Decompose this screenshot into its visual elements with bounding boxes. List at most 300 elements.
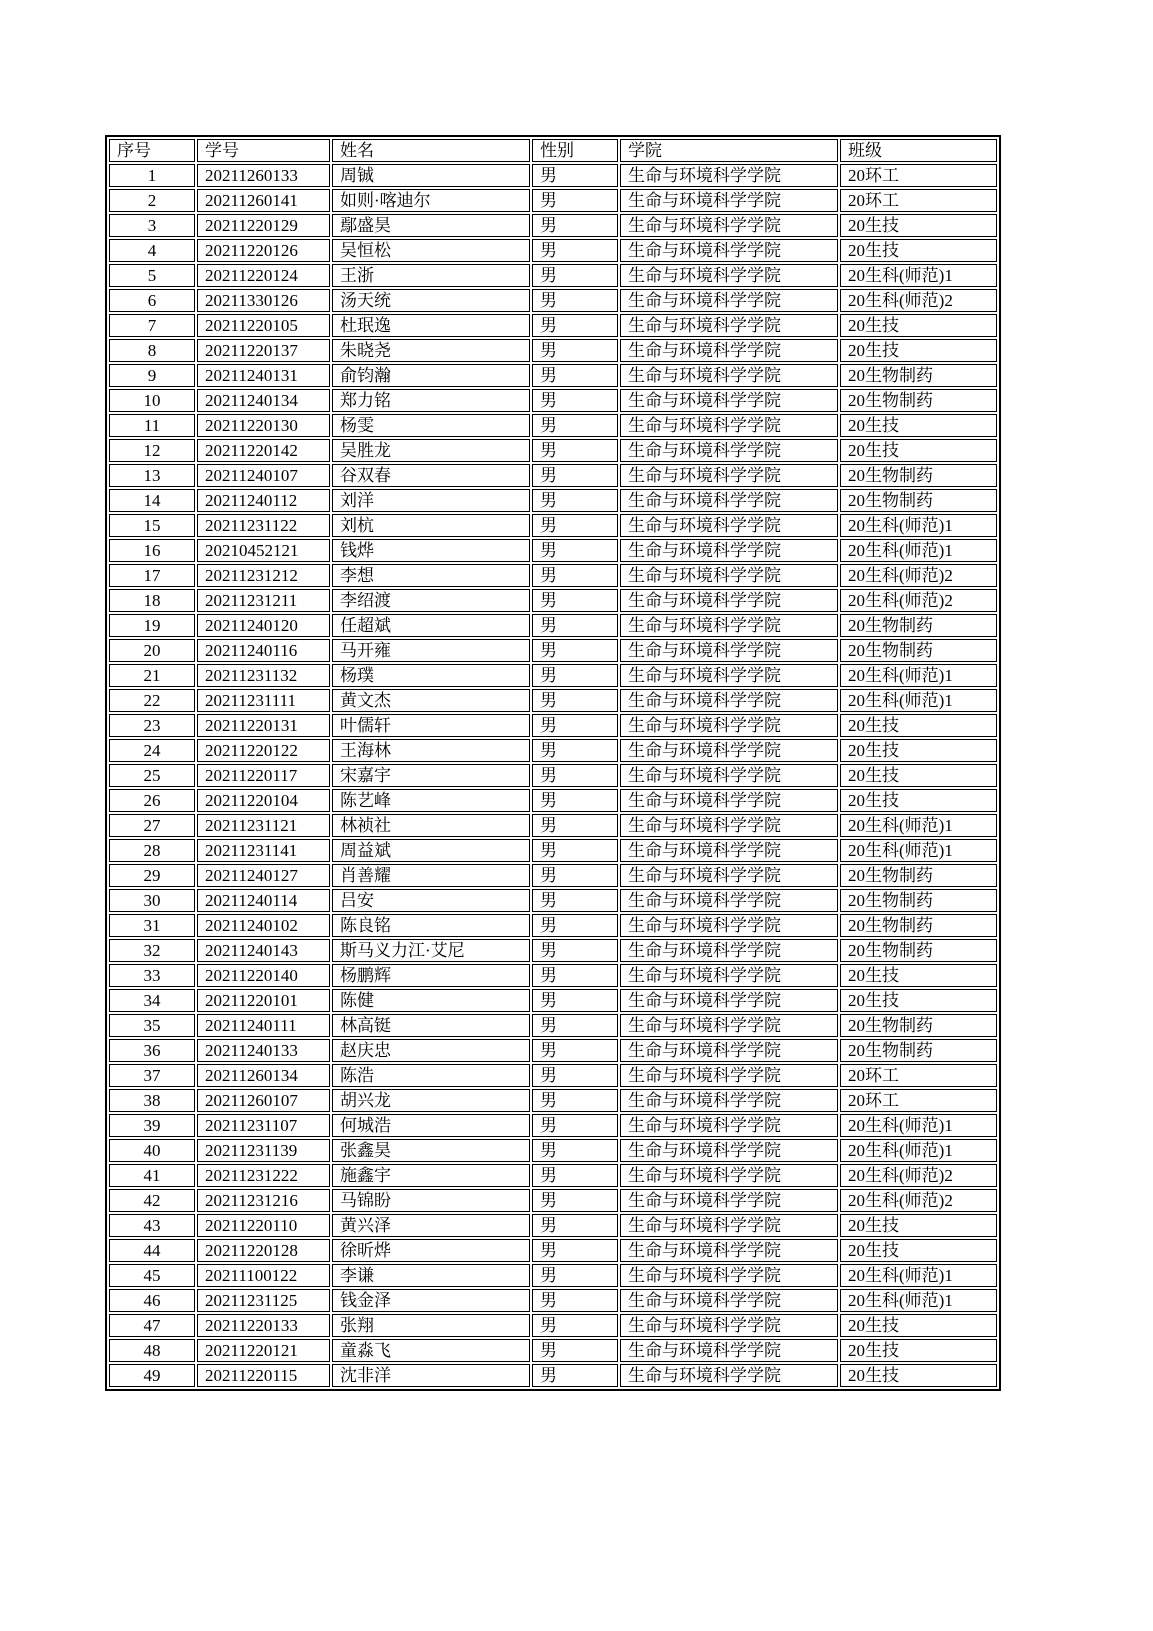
cell-class: 20生技: [840, 414, 997, 437]
cell-class: 20环工: [840, 1089, 997, 1112]
column-header-college: 学院: [620, 139, 838, 162]
cell-index: 49: [109, 1364, 195, 1387]
cell-index: 8: [109, 339, 195, 362]
cell-index: 21: [109, 664, 195, 687]
cell-name: 宋嘉宇: [332, 764, 530, 787]
cell-college: 生命与环境科学学院: [620, 1164, 838, 1187]
cell-gender: 男: [532, 864, 618, 887]
cell-college: 生命与环境科学学院: [620, 1239, 838, 1262]
cell-student-id: 20211240120: [197, 614, 330, 637]
cell-gender: 男: [532, 614, 618, 637]
cell-gender: 男: [532, 639, 618, 662]
cell-class: 20生物制药: [840, 864, 997, 887]
cell-gender: 男: [532, 1264, 618, 1287]
cell-student-id: 20211240111: [197, 1014, 330, 1037]
cell-college: 生命与环境科学学院: [620, 314, 838, 337]
cell-gender: 男: [532, 814, 618, 837]
cell-college: 生命与环境科学学院: [620, 689, 838, 712]
cell-college: 生命与环境科学学院: [620, 489, 838, 512]
cell-class: 20生技: [840, 214, 997, 237]
cell-gender: 男: [532, 414, 618, 437]
cell-college: 生命与环境科学学院: [620, 939, 838, 962]
cell-name: 鄢盛昊: [332, 214, 530, 237]
table-row: [109, 889, 997, 912]
cell-name: 任超斌: [332, 614, 530, 637]
cell-index: 22: [109, 689, 195, 712]
cell-index: 37: [109, 1064, 195, 1087]
table-body: [109, 164, 997, 1387]
cell-college: 生命与环境科学学院: [620, 1014, 838, 1037]
cell-index: 29: [109, 864, 195, 887]
cell-index: 24: [109, 739, 195, 762]
cell-index: 13: [109, 464, 195, 487]
cell-gender: 男: [532, 939, 618, 962]
cell-index: 38: [109, 1089, 195, 1112]
cell-index: 19: [109, 614, 195, 637]
cell-name: 沈非洋: [332, 1364, 530, 1387]
cell-index: 33: [109, 964, 195, 987]
cell-student-id: 20211231211: [197, 589, 330, 612]
table-row: [109, 564, 997, 587]
cell-name: 马锦盼: [332, 1189, 530, 1212]
cell-class: 20生物制药: [840, 889, 997, 912]
cell-college: 生命与环境科学学院: [620, 614, 838, 637]
table-row: [109, 239, 997, 262]
table-row: [109, 264, 997, 287]
cell-student-id: 20211220101: [197, 989, 330, 1012]
cell-student-id: 20211260107: [197, 1089, 330, 1112]
cell-student-id: 20211220110: [197, 1214, 330, 1237]
table-row: [109, 914, 997, 937]
cell-name: 刘杭: [332, 514, 530, 537]
cell-index: 30: [109, 889, 195, 912]
cell-student-id: 20211231222: [197, 1164, 330, 1187]
cell-college: 生命与环境科学学院: [620, 239, 838, 262]
cell-index: 44: [109, 1239, 195, 1262]
cell-name: 李谦: [332, 1264, 530, 1287]
cell-name: 俞钧瀚: [332, 364, 530, 387]
cell-gender: 男: [532, 889, 618, 912]
cell-student-id: 20211220122: [197, 739, 330, 762]
cell-name: 施鑫宇: [332, 1164, 530, 1187]
cell-college: 生命与环境科学学院: [620, 1214, 838, 1237]
cell-student-id: 20211231125: [197, 1289, 330, 1312]
cell-class: 20生物制药: [840, 614, 997, 637]
cell-name: 李绍渡: [332, 589, 530, 612]
cell-college: 生命与环境科学学院: [620, 1339, 838, 1362]
table-row: [109, 939, 997, 962]
cell-college: 生命与环境科学学院: [620, 189, 838, 212]
cell-name: 黄文杰: [332, 689, 530, 712]
cell-college: 生命与环境科学学院: [620, 839, 838, 862]
cell-student-id: 20210452121: [197, 539, 330, 562]
cell-index: 14: [109, 489, 195, 512]
cell-gender: 男: [532, 914, 618, 937]
cell-class: 20生物制药: [840, 939, 997, 962]
cell-gender: 男: [532, 464, 618, 487]
cell-name: 张鑫昊: [332, 1139, 530, 1162]
cell-class: 20生科(师范)1: [840, 689, 997, 712]
cell-gender: 男: [532, 314, 618, 337]
table-row: [109, 314, 997, 337]
cell-index: 47: [109, 1314, 195, 1337]
cell-name: 马开雍: [332, 639, 530, 662]
table-row: [109, 1314, 997, 1337]
cell-gender: 男: [532, 739, 618, 762]
cell-class: 20生技: [840, 339, 997, 362]
cell-class: 20生科(师范)2: [840, 1164, 997, 1187]
cell-index: 18: [109, 589, 195, 612]
cell-index: 26: [109, 789, 195, 812]
cell-class: 20生技: [840, 789, 997, 812]
cell-gender: 男: [532, 589, 618, 612]
cell-class: 20生物制药: [840, 914, 997, 937]
cell-college: 生命与环境科学学院: [620, 289, 838, 312]
cell-index: 11: [109, 414, 195, 437]
cell-gender: 男: [532, 514, 618, 537]
table-row: [109, 364, 997, 387]
table-row: [109, 514, 997, 537]
cell-class: 20生科(师范)1: [840, 514, 997, 537]
table-row: [109, 289, 997, 312]
cell-index: 4: [109, 239, 195, 262]
cell-class: 20生物制药: [840, 464, 997, 487]
cell-index: 1: [109, 164, 195, 187]
table-row: [109, 1064, 997, 1087]
cell-gender: 男: [532, 989, 618, 1012]
cell-index: 36: [109, 1039, 195, 1062]
table-row: [109, 1189, 997, 1212]
cell-student-id: 20211220140: [197, 964, 330, 987]
cell-index: 40: [109, 1139, 195, 1162]
cell-college: 生命与环境科学学院: [620, 439, 838, 462]
cell-gender: 男: [532, 1364, 618, 1387]
cell-name: 陈艺峰: [332, 789, 530, 812]
cell-college: 生命与环境科学学院: [620, 214, 838, 237]
cell-student-id: 20211231132: [197, 664, 330, 687]
cell-college: 生命与环境科学学院: [620, 1314, 838, 1337]
cell-college: 生命与环境科学学院: [620, 564, 838, 587]
cell-student-id: 20211231107: [197, 1114, 330, 1137]
table-row: [109, 589, 997, 612]
cell-class: 20生技: [840, 989, 997, 1012]
table-row: [109, 1014, 997, 1037]
cell-gender: 男: [532, 1164, 618, 1187]
table-row: [109, 1114, 997, 1137]
cell-student-id: 20211231139: [197, 1139, 330, 1162]
cell-name: 童淼飞: [332, 1339, 530, 1362]
cell-index: 20: [109, 639, 195, 662]
cell-name: 郑力铭: [332, 389, 530, 412]
cell-class: 20生技: [840, 439, 997, 462]
cell-index: 10: [109, 389, 195, 412]
cell-class: 20生科(师范)1: [840, 664, 997, 687]
cell-gender: 男: [532, 539, 618, 562]
cell-name: 周铖: [332, 164, 530, 187]
cell-class: 20生技: [840, 1339, 997, 1362]
cell-name: 徐昕烨: [332, 1239, 530, 1262]
cell-index: 5: [109, 264, 195, 287]
table-row: [109, 1339, 997, 1362]
table-row: [109, 964, 997, 987]
cell-gender: 男: [532, 664, 618, 687]
cell-student-id: 20211220117: [197, 764, 330, 787]
cell-index: 41: [109, 1164, 195, 1187]
cell-name: 杨雯: [332, 414, 530, 437]
cell-name: 杜珉逸: [332, 314, 530, 337]
cell-name: 林祯社: [332, 814, 530, 837]
column-header-class: 班级: [840, 139, 997, 162]
table-row: [109, 639, 997, 662]
cell-college: 生命与环境科学学院: [620, 1364, 838, 1387]
cell-gender: 男: [532, 1039, 618, 1062]
cell-gender: 男: [532, 839, 618, 862]
cell-name: 王浙: [332, 264, 530, 287]
table-row: [109, 864, 997, 887]
cell-gender: 男: [532, 1339, 618, 1362]
cell-student-id: 20211231122: [197, 514, 330, 537]
cell-name: 杨鹏辉: [332, 964, 530, 987]
cell-college: 生命与环境科学学院: [620, 864, 838, 887]
cell-index: 7: [109, 314, 195, 337]
table-row: [109, 614, 997, 637]
cell-gender: 男: [532, 239, 618, 262]
cell-college: 生命与环境科学学院: [620, 264, 838, 287]
cell-name: 汤天统: [332, 289, 530, 312]
cell-college: 生命与环境科学学院: [620, 764, 838, 787]
cell-college: 生命与环境科学学院: [620, 1114, 838, 1137]
cell-student-id: 20211220124: [197, 264, 330, 287]
cell-class: 20生技: [840, 1364, 997, 1387]
cell-college: 生命与环境科学学院: [620, 164, 838, 187]
column-header-gender: 性别: [532, 139, 618, 162]
cell-class: 20生技: [840, 739, 997, 762]
cell-class: 20生物制药: [840, 639, 997, 662]
cell-index: 27: [109, 814, 195, 837]
cell-name: 王海林: [332, 739, 530, 762]
cell-gender: 男: [532, 189, 618, 212]
cell-index: 16: [109, 539, 195, 562]
table-row: [109, 814, 997, 837]
cell-class: 20生物制药: [840, 1039, 997, 1062]
cell-student-id: 20211240102: [197, 914, 330, 937]
cell-gender: 男: [532, 264, 618, 287]
cell-class: 20生技: [840, 1214, 997, 1237]
cell-class: 20生科(师范)1: [840, 539, 997, 562]
table-row: [109, 1239, 997, 1262]
student-roster-table: [105, 135, 1001, 1391]
cell-index: 35: [109, 1014, 195, 1037]
cell-student-id: 20211240116: [197, 639, 330, 662]
table-row: [109, 1364, 997, 1387]
column-header-index: 序号: [109, 139, 195, 162]
cell-class: 20生物制药: [840, 389, 997, 412]
cell-gender: 男: [532, 339, 618, 362]
table-row: [109, 1289, 997, 1312]
cell-index: 15: [109, 514, 195, 537]
cell-index: 48: [109, 1339, 195, 1362]
cell-class: 20生科(师范)2: [840, 289, 997, 312]
cell-name: 吴胜龙: [332, 439, 530, 462]
cell-name: 如则·喀迪尔: [332, 189, 530, 212]
cell-student-id: 20211240134: [197, 389, 330, 412]
cell-gender: 男: [532, 1239, 618, 1262]
cell-class: 20环工: [840, 1064, 997, 1087]
cell-name: 杨璞: [332, 664, 530, 687]
cell-class: 20生物制药: [840, 364, 997, 387]
cell-student-id: 20211231121: [197, 814, 330, 837]
cell-name: 黄兴泽: [332, 1214, 530, 1237]
cell-student-id: 20211220115: [197, 1364, 330, 1387]
cell-college: 生命与环境科学学院: [620, 989, 838, 1012]
cell-student-id: 20211240112: [197, 489, 330, 512]
table-row: [109, 789, 997, 812]
table-row: [109, 764, 997, 787]
cell-student-id: 20211240114: [197, 889, 330, 912]
cell-student-id: 20211220142: [197, 439, 330, 462]
cell-name: 陈健: [332, 989, 530, 1012]
cell-index: 2: [109, 189, 195, 212]
cell-name: 钱烨: [332, 539, 530, 562]
cell-index: 3: [109, 214, 195, 237]
table-row: [109, 664, 997, 687]
cell-student-id: 20211220121: [197, 1339, 330, 1362]
cell-index: 31: [109, 914, 195, 937]
header-row: [109, 139, 997, 162]
cell-gender: 男: [532, 1139, 618, 1162]
cell-college: 生命与环境科学学院: [620, 789, 838, 812]
cell-student-id: 20211240133: [197, 1039, 330, 1062]
cell-student-id: 20211100122: [197, 1264, 330, 1287]
cell-college: 生命与环境科学学院: [620, 339, 838, 362]
cell-name: 胡兴龙: [332, 1089, 530, 1112]
cell-college: 生命与环境科学学院: [620, 1289, 838, 1312]
cell-class: 20生技: [840, 1239, 997, 1262]
table-row: [109, 489, 997, 512]
table-row: [109, 1139, 997, 1162]
cell-student-id: 20211231141: [197, 839, 330, 862]
cell-name: 肖善耀: [332, 864, 530, 887]
cell-index: 45: [109, 1264, 195, 1287]
cell-class: 20生技: [840, 714, 997, 737]
cell-class: 20环工: [840, 164, 997, 187]
table-row: [109, 1039, 997, 1062]
cell-student-id: 20211220137: [197, 339, 330, 362]
cell-student-id: 20211231111: [197, 689, 330, 712]
cell-college: 生命与环境科学学院: [620, 814, 838, 837]
cell-college: 生命与环境科学学院: [620, 514, 838, 537]
table-row: [109, 1164, 997, 1187]
cell-class: 20生科(师范)1: [840, 1289, 997, 1312]
cell-name: 吕安: [332, 889, 530, 912]
table-row: [109, 464, 997, 487]
cell-college: 生命与环境科学学院: [620, 589, 838, 612]
cell-name: 刘洋: [332, 489, 530, 512]
cell-student-id: 20211231212: [197, 564, 330, 587]
cell-name: 张翔: [332, 1314, 530, 1337]
cell-student-id: 20211220129: [197, 214, 330, 237]
cell-index: 17: [109, 564, 195, 587]
table-row: [109, 339, 997, 362]
cell-index: 39: [109, 1114, 195, 1137]
cell-name: 吴恒松: [332, 239, 530, 262]
cell-student-id: 20211240127: [197, 864, 330, 887]
cell-class: 20生技: [840, 239, 997, 262]
cell-college: 生命与环境科学学院: [620, 664, 838, 687]
table-row: [109, 989, 997, 1012]
cell-index: 9: [109, 364, 195, 387]
cell-college: 生命与环境科学学院: [620, 1189, 838, 1212]
cell-class: 20生科(师范)1: [840, 1114, 997, 1137]
cell-college: 生命与环境科学学院: [620, 464, 838, 487]
table-row: [109, 164, 997, 187]
cell-name: 赵庆忠: [332, 1039, 530, 1062]
cell-class: 20生科(师范)2: [840, 589, 997, 612]
cell-class: 20生科(师范)1: [840, 1264, 997, 1287]
cell-class: 20生科(师范)1: [840, 264, 997, 287]
cell-student-id: 20211220130: [197, 414, 330, 437]
cell-name: 陈浩: [332, 1064, 530, 1087]
cell-college: 生命与环境科学学院: [620, 739, 838, 762]
table-row: [109, 839, 997, 862]
cell-student-id: 20211220126: [197, 239, 330, 262]
cell-gender: 男: [532, 764, 618, 787]
cell-student-id: 20211220133: [197, 1314, 330, 1337]
cell-student-id: 20211240143: [197, 939, 330, 962]
cell-college: 生命与环境科学学院: [620, 914, 838, 937]
cell-name: 周益斌: [332, 839, 530, 862]
cell-class: 20生技: [840, 314, 997, 337]
cell-college: 生命与环境科学学院: [620, 1064, 838, 1087]
cell-gender: 男: [532, 1014, 618, 1037]
table-row: [109, 189, 997, 212]
cell-name: 斯马义力江·艾尼: [332, 939, 530, 962]
cell-gender: 男: [532, 489, 618, 512]
cell-name: 谷双春: [332, 464, 530, 487]
cell-gender: 男: [532, 364, 618, 387]
cell-class: 20生科(师范)2: [840, 564, 997, 587]
cell-college: 生命与环境科学学院: [620, 889, 838, 912]
cell-student-id: 20211231216: [197, 1189, 330, 1212]
table-row: [109, 1264, 997, 1287]
cell-index: 25: [109, 764, 195, 787]
cell-college: 生命与环境科学学院: [620, 389, 838, 412]
cell-index: 28: [109, 839, 195, 862]
cell-class: 20生物制药: [840, 1014, 997, 1037]
table-row: [109, 389, 997, 412]
cell-college: 生命与环境科学学院: [620, 1039, 838, 1062]
cell-student-id: 20211220105: [197, 314, 330, 337]
cell-student-id: 20211220128: [197, 1239, 330, 1262]
cell-college: 生命与环境科学学院: [620, 964, 838, 987]
cell-gender: 男: [532, 1064, 618, 1087]
table-row: [109, 214, 997, 237]
table-row: [109, 539, 997, 562]
cell-name: 叶儒轩: [332, 714, 530, 737]
cell-index: 12: [109, 439, 195, 462]
cell-class: 20生技: [840, 764, 997, 787]
cell-index: 23: [109, 714, 195, 737]
table-row: [109, 714, 997, 737]
cell-student-id: 20211260141: [197, 189, 330, 212]
cell-gender: 男: [532, 389, 618, 412]
cell-class: 20生科(师范)2: [840, 1189, 997, 1212]
cell-gender: 男: [532, 214, 618, 237]
table-row: [109, 414, 997, 437]
cell-name: 陈良铭: [332, 914, 530, 937]
cell-college: 生命与环境科学学院: [620, 364, 838, 387]
cell-student-id: 20211220104: [197, 789, 330, 812]
